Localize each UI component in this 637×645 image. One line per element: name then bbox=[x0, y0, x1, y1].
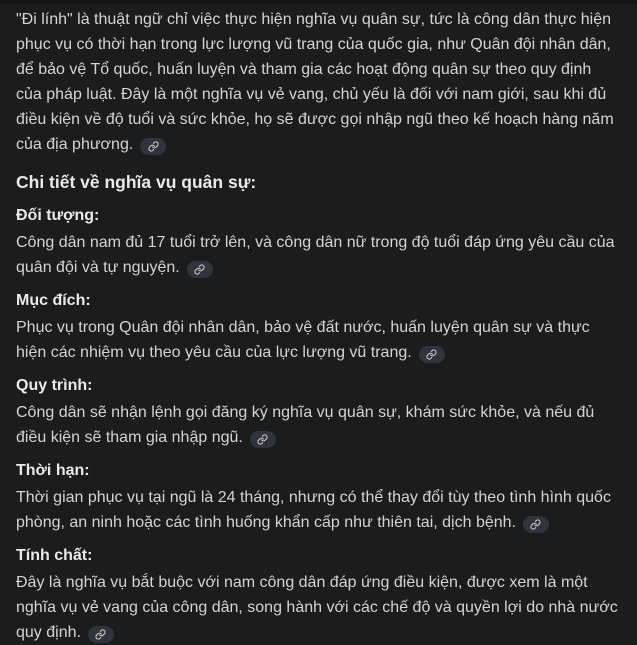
section-text: Thời gian phục vụ tại ngũ là 24 tháng, nhưng có thể thay đổi tùy theo tình hình quốc phòng, an ninh hoặc các tình huống khẩn cấp như thiên tai, dịch bệnh. bbox=[16, 489, 611, 531]
section-paragraph bbox=[16, 315, 621, 365]
section-paragraph bbox=[16, 230, 621, 280]
citation-link-button[interactable] bbox=[140, 138, 166, 155]
section-label: Đối tượng: bbox=[16, 207, 100, 224]
citation-link-button[interactable] bbox=[250, 431, 276, 448]
section-paragraph bbox=[16, 485, 621, 535]
section-thoi-han bbox=[16, 461, 621, 535]
link-icon bbox=[95, 629, 106, 640]
link-icon bbox=[148, 141, 159, 152]
citation-link-button[interactable] bbox=[419, 346, 445, 363]
section-doi-tuong bbox=[16, 206, 621, 280]
section-label: Mục đích: bbox=[16, 292, 91, 309]
link-icon bbox=[426, 349, 437, 360]
citation-link-button[interactable] bbox=[523, 516, 549, 533]
citation-link-button[interactable] bbox=[88, 626, 114, 643]
section-quy-trinh bbox=[16, 376, 621, 450]
section-paragraph bbox=[16, 400, 621, 450]
section-text: Công dân sẽ nhận lệnh gọi đăng ký nghĩa vụ quân sự, khám sức khỏe, và nếu đủ điều kiện sẽ tham gia nhập ngũ. bbox=[16, 404, 595, 446]
link-icon bbox=[194, 264, 205, 275]
section-text: Công dân nam đủ 17 tuổi trở lên, và công dân nữ trong độ tuổi đáp ứng yêu cầu của quân đội và tự nguyện. bbox=[16, 234, 615, 276]
section-label: Quy trình: bbox=[16, 377, 93, 394]
citation-link-button[interactable] bbox=[187, 261, 213, 278]
chat-response bbox=[0, 4, 637, 645]
link-icon bbox=[257, 434, 268, 445]
section-text: Phục vụ trong Quân đội nhân dân, bảo vệ đất nước, huấn luyện quân sự và thực hiện các nhiệm vụ theo yêu cầu của lực lượng vũ trang. bbox=[16, 319, 590, 361]
section-paragraph bbox=[16, 570, 621, 645]
section-label: Tính chất: bbox=[16, 547, 93, 564]
section-label: Thời hạn: bbox=[16, 462, 90, 479]
intro-text: "Đi lính" là thuật ngữ chỉ việc thực hiện nghĩa vụ quân sự, tức là công dân thực hiện phục vụ có thời hạn trong lực lượng vũ trang của quốc gia, như Quân đội nhân dân, để bảo vệ Tổ quốc, huấn luyện và tham gia các hoạt động quân sự theo quy định của pháp luật. Đây là một nghĩa vụ vẻ vang, chủ yếu là đối với nam giới, sau khi đủ điều kiện về độ tuổi và sức khỏe, họ sẽ được gọi nhập ngũ theo kế hoạch hàng năm của địa phương. bbox=[16, 11, 614, 153]
section-muc-dich bbox=[16, 291, 621, 365]
link-icon bbox=[530, 519, 541, 530]
details-heading: Chi tiết về nghĩa vụ quân sự: bbox=[16, 172, 257, 192]
intro-paragraph bbox=[16, 7, 621, 157]
section-text: Đây là nghĩa vụ bắt buộc với nam công dân đáp ứng điều kiện, được xem là một nghĩa vụ vẻ vang của công dân, song hành với các chế độ và quyền lợi do nhà nước quy định. bbox=[16, 574, 618, 641]
section-tinh-chat bbox=[16, 546, 621, 645]
